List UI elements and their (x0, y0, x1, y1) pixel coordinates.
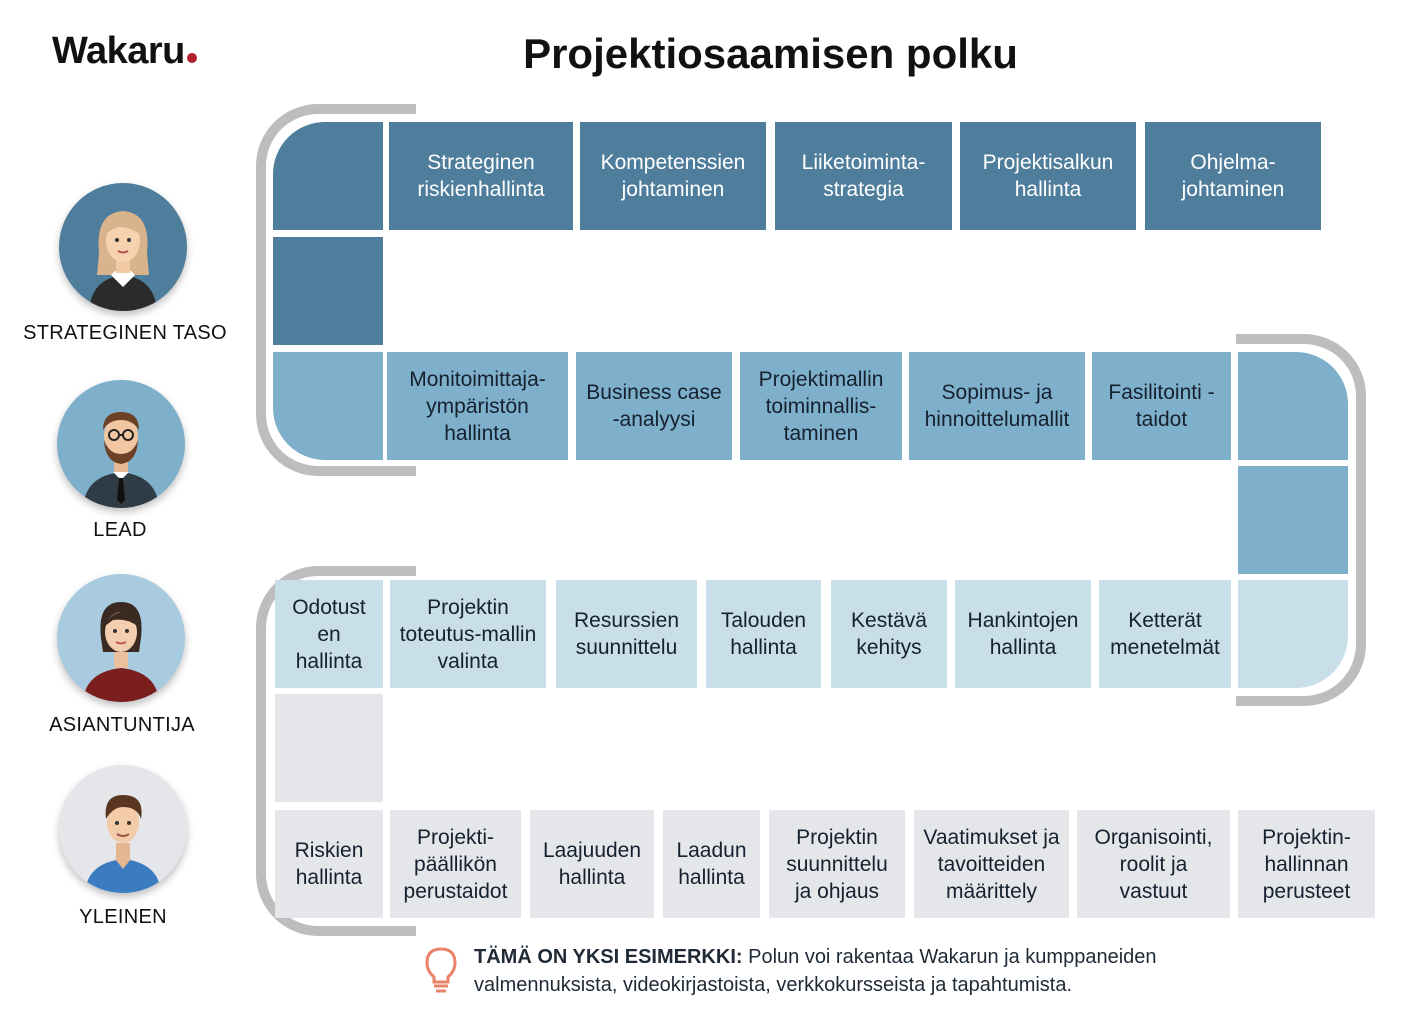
skill-general-2: Projekti-päällikön perustaidot (390, 810, 521, 918)
skill-general-8: Projektin-hallinnan perusteet (1238, 810, 1375, 918)
skill-expert-2: Projektin toteutus-mallin valinta (390, 580, 546, 688)
brand-name: Wakaru (52, 30, 185, 72)
skill-general-7: Organisointi, roolit ja vastuut (1077, 810, 1230, 918)
level-label-lead: LEAD (93, 519, 147, 541)
skill-strategic-2: Kompetenssien johtaminen (580, 122, 766, 230)
path-block-strategic-corner (273, 122, 383, 230)
skill-strategic-3: Liiketoiminta-strategia (775, 122, 952, 230)
skill-lead-2: Business case -analyysi (576, 352, 732, 460)
path-block-lead-right-corner (1238, 352, 1348, 460)
note-lead: TÄMÄ ON YKSI ESIMERKKI: (474, 946, 743, 968)
skill-lead-3: Projektimallin toiminnallis-taminen (740, 352, 902, 460)
skill-general-4: Laadun hallinta (663, 810, 760, 918)
note-text: Polun voi rakentaa Wakarun ja kumppaneiden valmennuksista, videokirjastoista, verkkokursseista ja tapahtumista. (474, 946, 1157, 996)
path-block-strategic-vertical (273, 237, 383, 345)
man-bearded-avatar (57, 380, 185, 508)
path-block-general-vertical (275, 694, 383, 802)
path-block-lead-corner (273, 352, 383, 460)
level-label-strategic: STRATEGINEN TASO (23, 322, 227, 344)
path-block-lead-right-vertical (1238, 466, 1348, 574)
lightbulb-icon (424, 946, 458, 1001)
skill-general-1: Riskien hallinta (275, 810, 383, 918)
skill-strategic-5: Ohjelma-johtaminen (1145, 122, 1321, 230)
level-label-expert: ASIANTUNTIJA (49, 714, 195, 736)
skill-lead-5: Fasilitointi -taidot (1092, 352, 1231, 460)
example-note (474, 943, 1274, 999)
skill-lead-4: Sopimus- ja hinnoittelumallit (909, 352, 1085, 460)
skill-general-3: Laajuuden hallinta (530, 810, 654, 918)
skill-expert-6: Hankintojen hallinta (955, 580, 1091, 688)
skill-expert-5: Kestävä kehitys (831, 580, 947, 688)
woman-darkhair-avatar (57, 574, 185, 702)
skill-expert-3: Resurssien suunnittelu (556, 580, 697, 688)
skill-expert-7: Ketterät menetelmät (1099, 580, 1231, 688)
skill-general-5: Projektin suunnittelu ja ohjaus (769, 810, 905, 918)
man-young-avatar (59, 765, 187, 893)
level-label-general: YLEINEN (79, 906, 167, 928)
skill-strategic-1: Strateginen riskienhallinta (389, 122, 573, 230)
skill-general-6: Vaatimukset ja tavoitteiden määrittely (914, 810, 1069, 918)
skill-lead-1: Monitoimittaja-ympäristön hallinta (387, 352, 568, 460)
skill-strategic-4: Projektisalkun hallinta (960, 122, 1136, 230)
skill-expert-4: Talouden hallinta (706, 580, 821, 688)
woman-blonde-avatar (59, 183, 187, 311)
skill-expert-1: Odotust en hallinta (275, 580, 383, 688)
page-title: Projektiosaamisen polku (523, 30, 1018, 77)
path-block-expert-right-corner (1238, 580, 1348, 688)
